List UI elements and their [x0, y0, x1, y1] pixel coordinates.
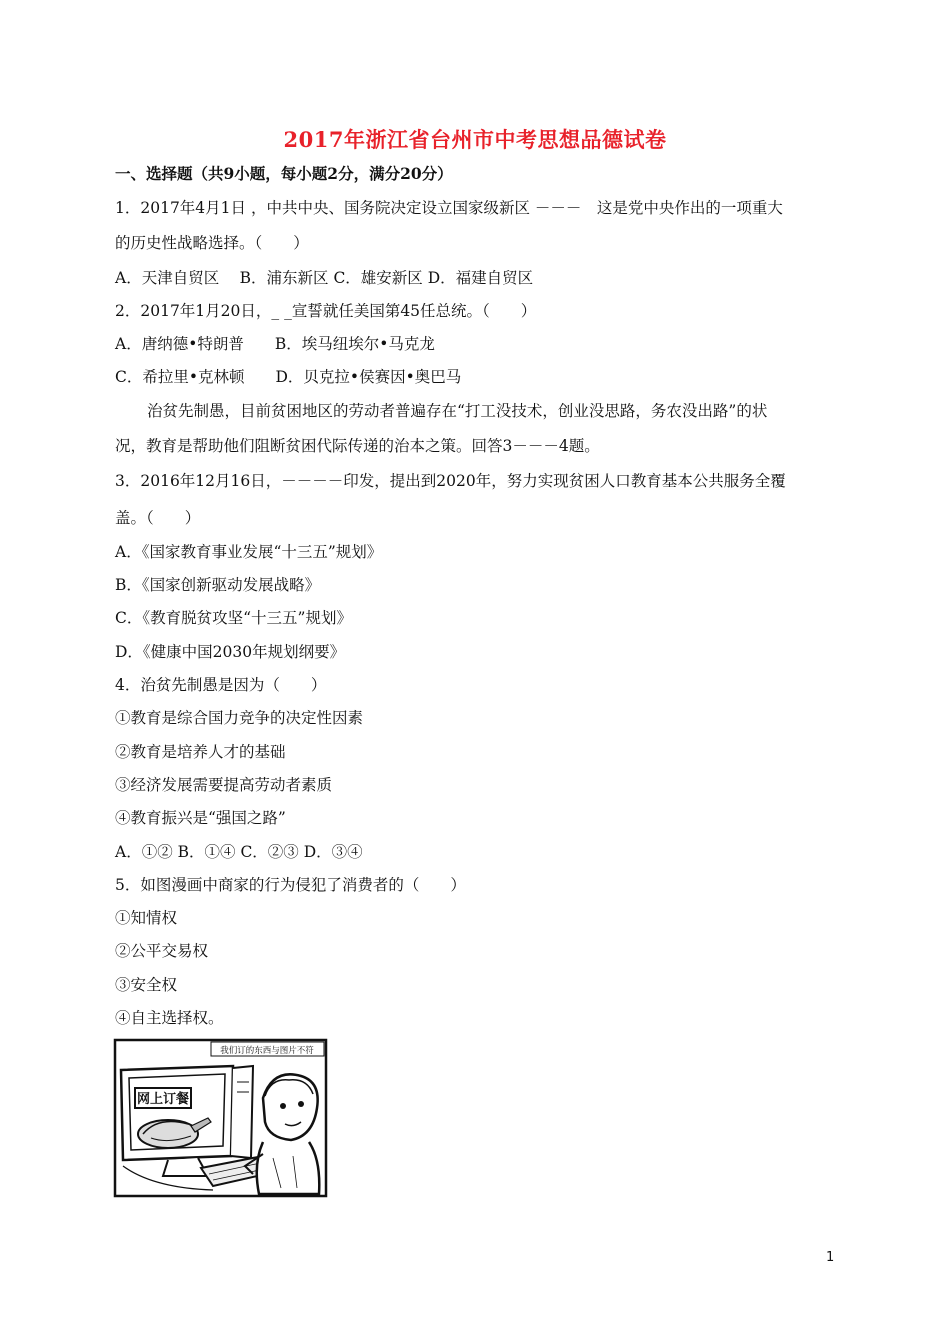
question-3-option-d: D．《健康中国2030年规划纲要》 — [115, 643, 346, 661]
question-5-item-2: ②公平交易权 — [115, 942, 209, 960]
section-heading: 一、选择题（共9小题，每小题2分，满分20分） — [115, 164, 453, 183]
page-number: 1 — [826, 1250, 835, 1265]
question-1-line-2: 的历史性战略选择。（ ） — [115, 234, 309, 252]
question-5-stem: 5．如图漫画中商家的行为侵犯了消费者的（ ） — [115, 876, 466, 894]
page-title: 2017年浙江省台州市中考思想品德试卷 — [283, 127, 667, 152]
question-4-stem: 4．治贫先制愚是因为（ ） — [115, 676, 327, 694]
question-1-line-1: 1．2017年4月1日 ，中共中央、国务院决定设立国家级新区 －－－ 这是党中央作出的一项重大 — [115, 199, 783, 217]
question-4-options: A．①② B．①④ C．②③ D．③④ — [115, 843, 363, 861]
question-3-line-2: 盖。（ ） — [115, 509, 201, 527]
cartoon-illustration — [113, 1038, 328, 1198]
question-1-options: A．天津自贸区 B．浦东新区 C．雄安新区 D．福建自贸区 — [115, 269, 534, 287]
question-3-option-c: C．《教育脱贫攻坚“十三五”规划》 — [115, 609, 352, 627]
question-4-item-1: ①教育是综合国力竞争的决定性因素 — [115, 709, 364, 727]
question-2-options-ab: A．唐纳德•特朗普 B．埃马纽埃尔•马克龙 — [115, 335, 435, 353]
passage-line-1: 治贫先制愚，目前贫困地区的劳动者普遍存在“打工没技术，创业没思路，务农没出路”的状 — [147, 402, 768, 420]
question-2-options-cd: C．希拉里•克林顿 D．贝克拉•侯赛因•奥巴马 — [115, 368, 462, 386]
question-3-line-1: 3．2016年12月16日，－－－－印发，提出到2020年，努力实现贫困人口教育基本公共服务全覆 — [115, 472, 786, 490]
question-4-item-2: ②教育是培养人才的基础 — [115, 743, 286, 761]
question-4-item-4: ④教育振兴是“强国之路” — [115, 809, 286, 827]
question-2-stem: 2．2017年1月20日，_ _宣誓就任美国第45任总统。（ ） — [115, 302, 537, 320]
question-4-item-3: ③经济发展需要提高劳动者素质 — [115, 776, 333, 794]
passage-line-2: 况，教育是帮助他们阻断贫困代际传递的治本之策。回答3－－－4题。 — [115, 437, 600, 455]
question-3-option-a: A．《国家教育事业发展“十三五”规划》 — [115, 543, 383, 561]
cartoon-screen-text: 网上订餐 — [136, 1092, 190, 1107]
question-3-option-b: B．《国家创新驱动发展战略》 — [115, 576, 321, 594]
question-5-item-3: ③安全权 — [115, 976, 178, 994]
question-5-item-1: ①知情权 — [115, 909, 178, 927]
question-5-item-4: ④自主选择权。 — [115, 1009, 224, 1027]
cartoon-banner-text: 我们订的东西与图片不符 — [220, 1046, 314, 1056]
